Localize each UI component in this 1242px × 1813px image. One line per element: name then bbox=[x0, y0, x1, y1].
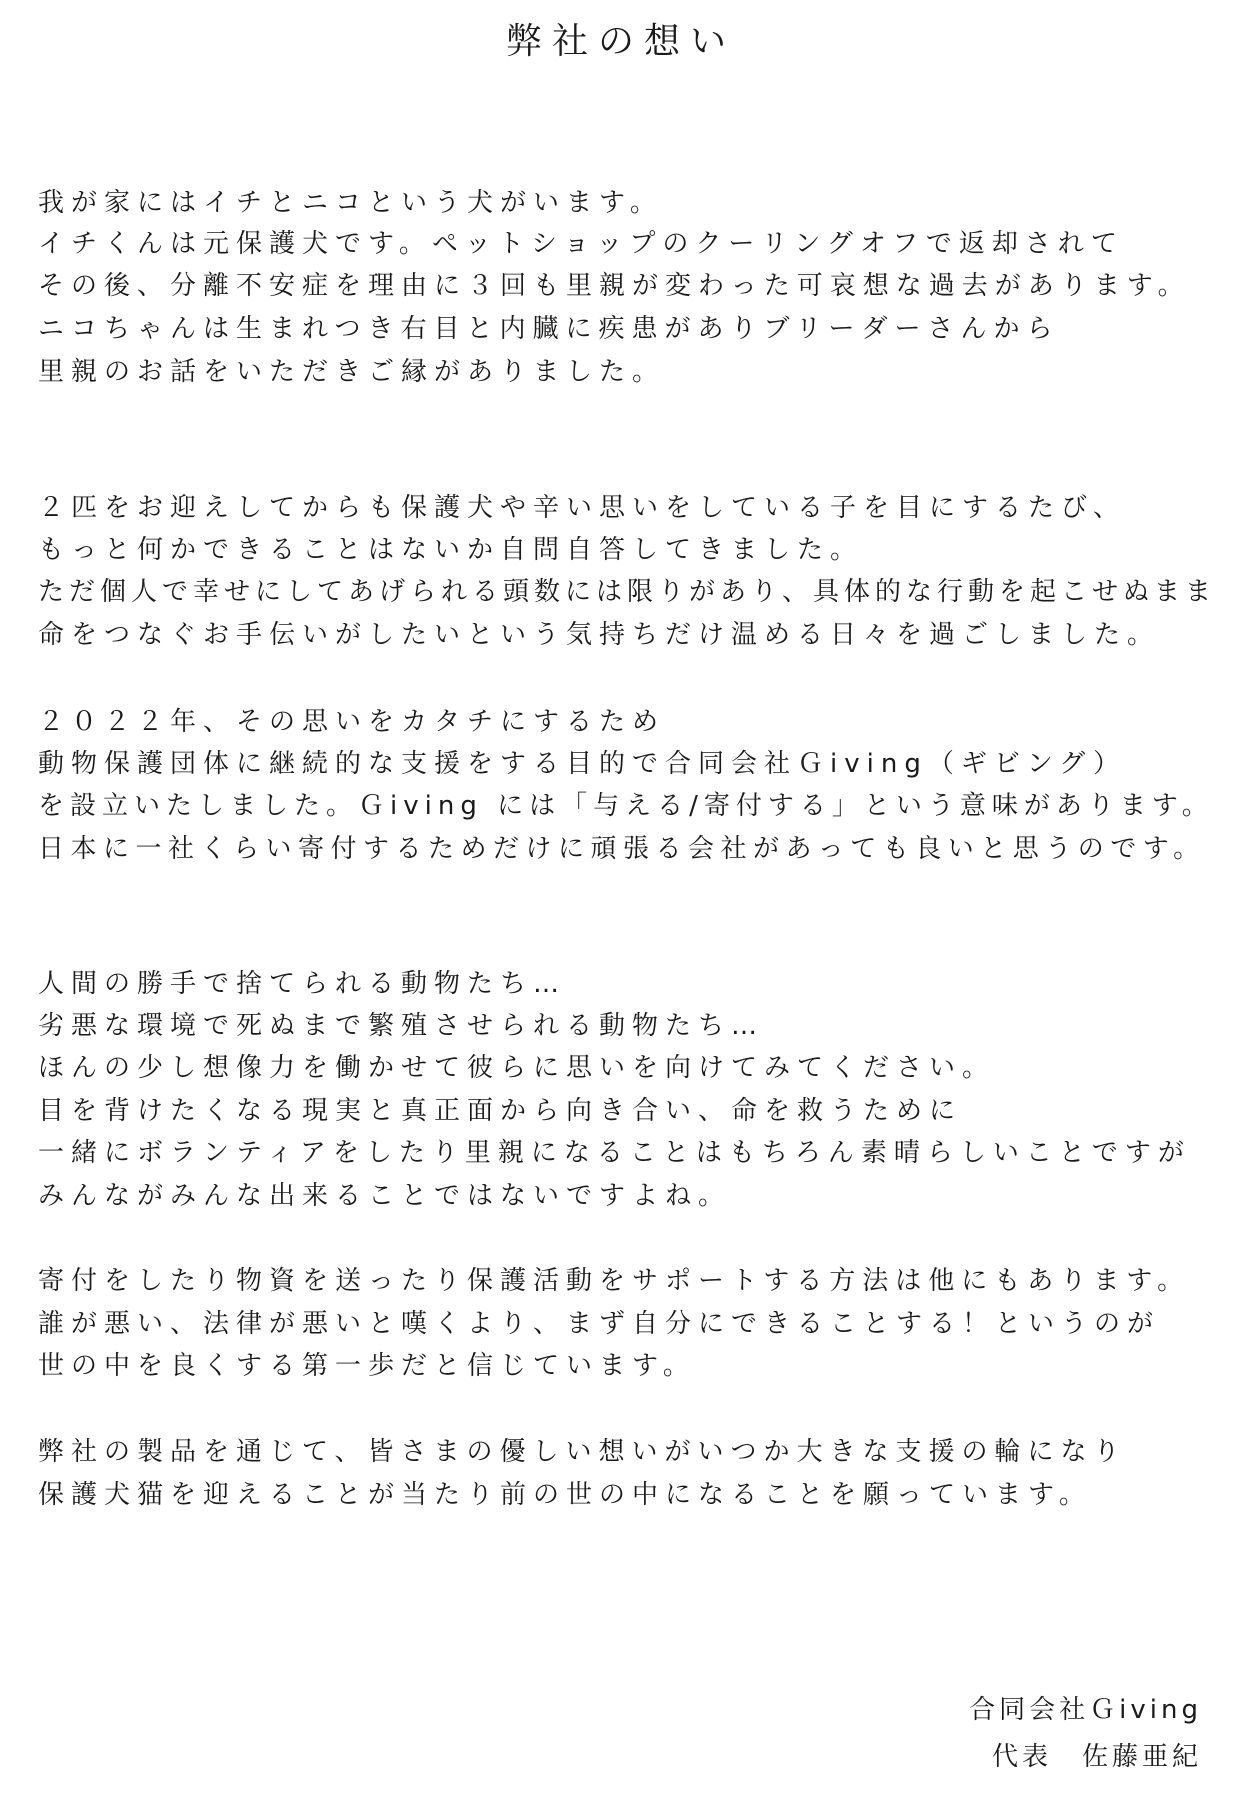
body-line: みんながみんな出来ることではないですよね。 bbox=[38, 1181, 732, 1211]
signature-representative: 代表 佐藤亜紀 bbox=[991, 1742, 1202, 1772]
signature-company: 合同会社Ｇiving bbox=[969, 1695, 1202, 1725]
body-line: ただ個人で幸せにしてあげられる頭数には限りがあり、具体的な行動を起こせぬまま bbox=[38, 577, 1217, 607]
body-line: 弊社の製品を通じて、皆さまの優しい想いがいつか大きな支援の輪になり bbox=[38, 1437, 1127, 1467]
body-line: 一緒にボランティアをしたり里親になることはもちろん素晴らしいことですが bbox=[38, 1138, 1191, 1168]
body-line: 誰が悪い、法律が悪いと嘆くより、まず自分にできることする！というのが bbox=[38, 1309, 1161, 1339]
body-line: 里親のお話をいただきご縁がありました。 bbox=[38, 357, 666, 387]
body-line: ２０２２年、その思いをカタチにするため bbox=[38, 707, 666, 737]
body-line: 目を背けたくなる現実と真正面から向き合い、命を救うために bbox=[38, 1096, 963, 1126]
body-line: 命をつなぐお手伝いがしたいという気持ちだけ温める日々を過ごしました。 bbox=[38, 620, 1161, 650]
page-title: 弊社の想い bbox=[505, 21, 736, 62]
body-line: イチくんは元保護犬です。ペットショップのクーリングオフで返却されて bbox=[38, 229, 1124, 259]
body-line: 寄付をしたり物資を送ったり保護活動をサポートする方法は他にもあります。 bbox=[38, 1266, 1191, 1296]
body-line: ほんの少し想像力を働かせて彼らに思いを向けてみてください。 bbox=[38, 1053, 996, 1083]
body-line: 我が家にはイチとニコという犬がいます。 bbox=[38, 188, 663, 218]
body-line: その後、分離不安症を理由に３回も里親が変わった可哀想な過去があります。 bbox=[38, 271, 1191, 301]
body-line: 世の中を良くする第一歩だと信じています。 bbox=[38, 1351, 696, 1381]
body-line: 人間の勝手で捨てられる動物たち… bbox=[38, 969, 567, 999]
body-line: を設立いたしました。Ｇiving には「与える/寄付する」という意味があります。 bbox=[38, 791, 1214, 821]
body-line: 日本に一社くらい寄付するためだけに頑張る会社があっても良いと思うのです。 bbox=[38, 834, 1206, 864]
body-line: もっと何かできることはないか自問自答してきました。 bbox=[38, 535, 864, 565]
body-line: ２匹をお迎えしてからも保護犬や辛い思いをしている子を目にするたび、 bbox=[38, 493, 1126, 523]
body-line: 動物保護団体に継続的な支援をする目的で合同会社Ｇiving（ギビング） bbox=[38, 749, 1127, 779]
body-line: ニコちゃんは生まれつき右目と内臓に疾患がありブリーダーさんから bbox=[38, 314, 1060, 344]
body-line: 保護犬猫を迎えることが当たり前の世の中になることを願っています。 bbox=[38, 1480, 1092, 1510]
body-line: 劣悪な環境で死ぬまで繁殖させられる動物たち… bbox=[38, 1011, 765, 1041]
